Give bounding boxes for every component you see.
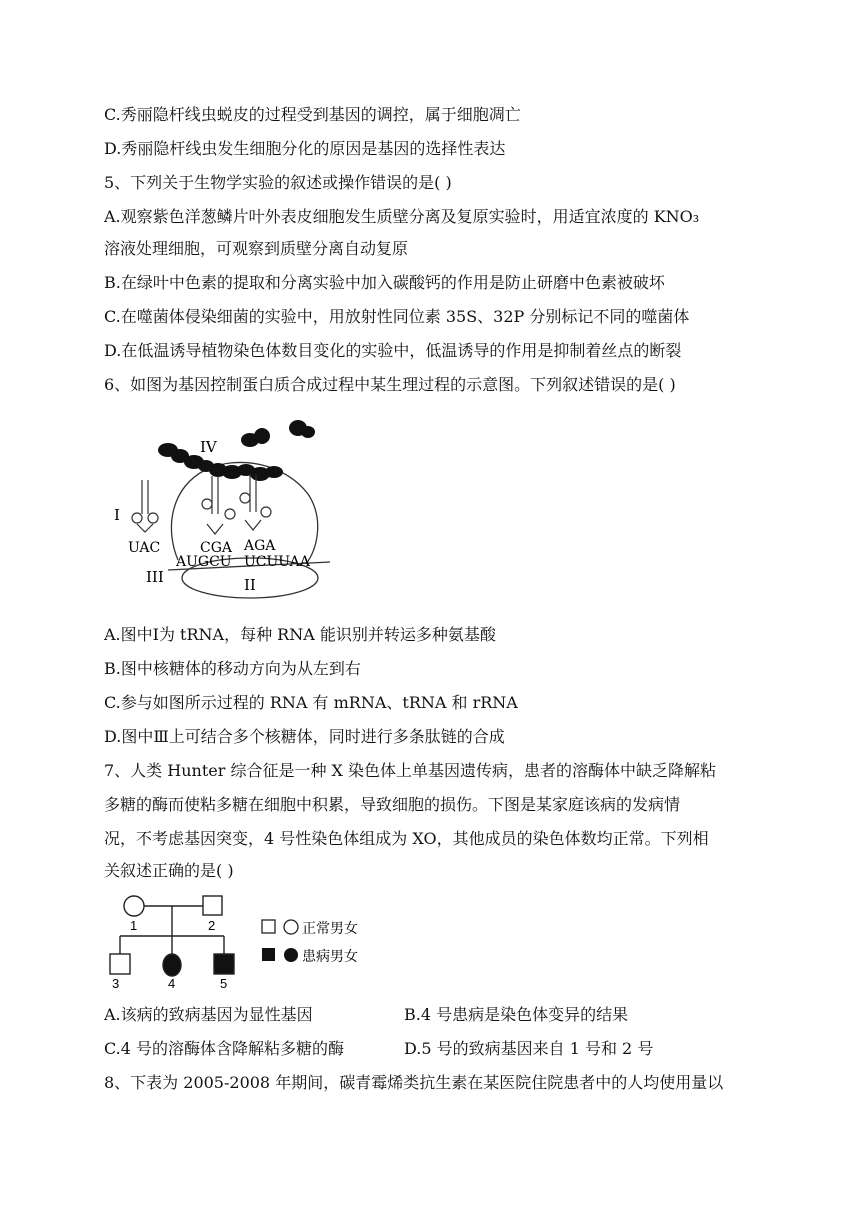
q4-option-d: D.秀丽隐杆线虫发生细胞分化的原因是基因的选择性表达 bbox=[104, 139, 506, 158]
trna-2 bbox=[202, 476, 235, 534]
label-I: I bbox=[114, 506, 120, 524]
q4-option-c: C.秀丽隐杆线虫蜕皮的过程受到基因的调控，属于细胞凋亡 bbox=[104, 105, 521, 124]
q6-option-c: C.参与如图所示过程的 RNA 有 mRNA、tRNA 和 rRNA bbox=[104, 693, 518, 712]
label-4: 4 bbox=[168, 976, 176, 988]
label-1: 1 bbox=[130, 918, 138, 933]
legend-female-affected-icon bbox=[284, 948, 298, 962]
q7-stem-line4: 关叙述正确的是( ) bbox=[104, 861, 234, 880]
label-3: 3 bbox=[112, 976, 120, 988]
legend-female-normal-icon bbox=[284, 920, 298, 934]
member-3-normal-male bbox=[110, 954, 130, 974]
q7-option-c: C.4 号的溶酶体含降解粘多糖的酶 bbox=[104, 1039, 345, 1058]
q5-option-b: B.在绿叶中色素的提取和分离实验中加入碳酸钙的作用是防止研磨中色素被破坏 bbox=[104, 273, 665, 292]
legend-normal-label: 正常男女 bbox=[302, 920, 358, 936]
anticodon-uac: UAC bbox=[128, 540, 161, 556]
q6-option-b: B.图中核糖体的移动方向为从左到右 bbox=[104, 659, 361, 678]
pedigree-chart bbox=[104, 892, 384, 988]
q5-stem: 5、下列关于生物学实验的叙述或操作错误的是( ) bbox=[104, 173, 452, 192]
mrna-sequence-right: UCUUAA bbox=[244, 554, 310, 570]
member-2-normal-male bbox=[203, 896, 222, 915]
member-1-normal-female bbox=[124, 896, 144, 916]
q6-stem: 6、如图为基因控制蛋白质合成过程中某生理过程的示意图。下列叙述错误的是( ) bbox=[104, 375, 676, 394]
trna-I bbox=[132, 480, 158, 532]
mrna-sequence-left: AUGCU bbox=[176, 554, 232, 570]
q5-option-a-line2: 溶液处理细胞，可观察到质壁分离自动复原 bbox=[104, 239, 409, 258]
q6-option-a: A.图中Ⅰ为 tRNA，每种 RNA 能识别并转运多种氨基酸 bbox=[104, 625, 496, 644]
anticodon-aga: AGA bbox=[244, 538, 276, 554]
q7-option-a: A.该病的致病基因为显性基因 bbox=[104, 1005, 313, 1024]
legend-male-affected-icon bbox=[262, 948, 275, 961]
q7-stem-line3: 况，不考虑基因突变，4 号性染色体组成为 XO，其他成员的染色体数均正常。下列相 bbox=[104, 829, 709, 848]
q8-stem-line1: 8、下表为 2005-2008 年期间，碳青霉烯类抗生素在某医院住院患者中的人均使用量以 bbox=[104, 1073, 724, 1092]
label-2: 2 bbox=[208, 918, 216, 933]
trna-3 bbox=[240, 474, 271, 530]
anticodon-cga: CGA bbox=[200, 540, 233, 556]
legend-male-normal-icon bbox=[262, 920, 275, 933]
translation-diagram bbox=[110, 412, 330, 602]
label-III: III bbox=[146, 568, 164, 586]
q7-option-d: D.5 号的致病基因来自 1 号和 2 号 bbox=[404, 1039, 654, 1058]
member-4-affected-female bbox=[163, 954, 181, 976]
q6-option-d: D.图中Ⅲ上可结合多个核糖体，同时进行多条肽链的合成 bbox=[104, 727, 505, 746]
q5-option-d: D.在低温诱导植物染色体数目变化的实验中，低温诱导的作用是抑制着丝点的断裂 bbox=[104, 341, 682, 360]
q5-option-c: C.在噬菌体侵染细菌的实验中，用放射性同位素 35S、32P 分别标记不同的噬菌体 bbox=[104, 307, 690, 326]
label-5: 5 bbox=[220, 976, 228, 988]
label-IV: IV bbox=[200, 438, 217, 456]
polypeptide-chain bbox=[158, 420, 315, 481]
q7-stem-line1: 7、人类 Hunter 综合征是一种 X 染色体上单基因遗传病，患者的溶酶体中缺乏降解粘 bbox=[104, 761, 717, 780]
q5-option-a-line1: A.观察紫色洋葱鳞片叶外表皮细胞发生质壁分离及复原实验时，用适宜浓度的 KNO₃ bbox=[104, 207, 700, 226]
q7-option-b: B.4 号患病是染色体变异的结果 bbox=[404, 1005, 629, 1024]
member-5-affected-male bbox=[214, 954, 234, 974]
label-II: II bbox=[244, 576, 256, 594]
q7-stem-line2: 多糖的酶而使粘多糖在细胞中积累，导致细胞的损伤。下图是某家庭该病的发病情 bbox=[104, 795, 681, 814]
legend-affected-label: 患病男女 bbox=[302, 948, 358, 964]
